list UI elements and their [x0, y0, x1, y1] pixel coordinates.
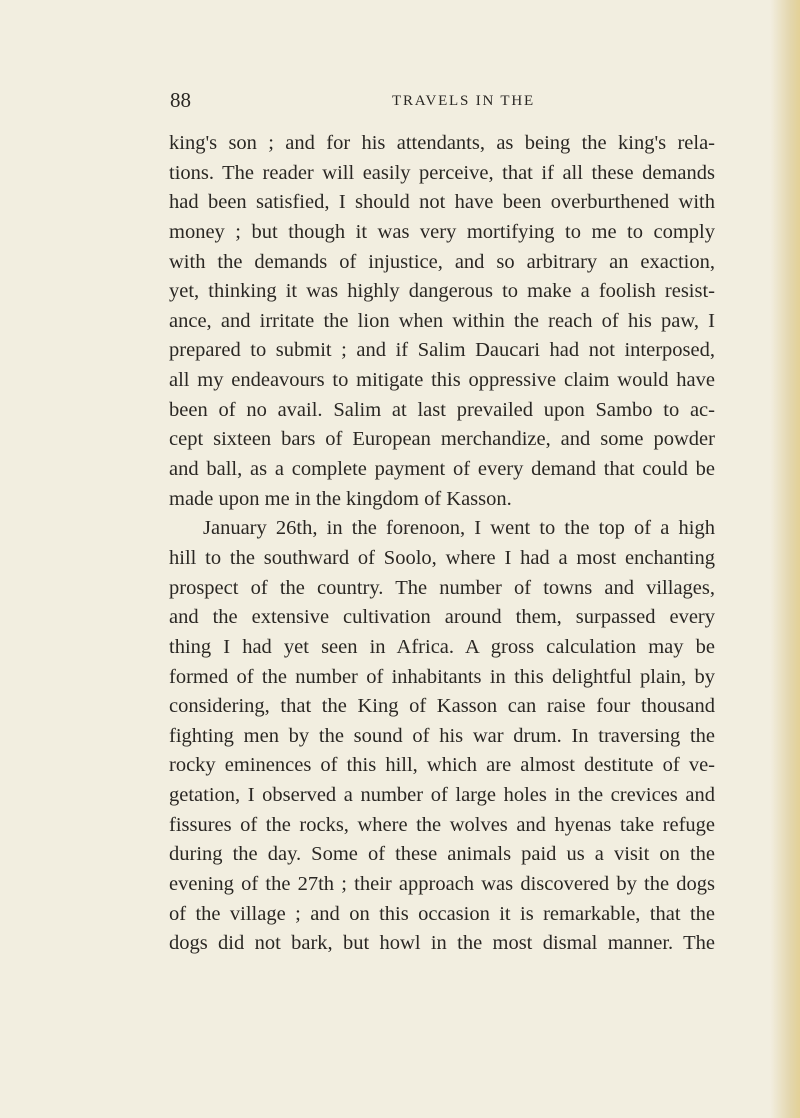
- text-line: been of no avail. Salim at last prevailed upon Sambo to ac-: [169, 398, 715, 421]
- text-line: evening of the 27th ; their approach was discovered by the dogs: [169, 873, 715, 896]
- text-line: prepared to submit ; and if Salim Daucari had not interposed,: [169, 339, 715, 362]
- text-line: getation, I observed a number of large holes in the crevices and: [169, 784, 715, 807]
- text-line: fissures of the rocks, where the wolves and hyenas take refuge: [169, 813, 715, 836]
- text-line: rocky eminences of this hill, which are almost destitute of ve-: [169, 754, 715, 777]
- text-line: and ball, as a complete payment of every demand that could be: [169, 458, 715, 481]
- text-line: money ; but though it was very mortifying to me to comply: [169, 220, 715, 243]
- text-line: hill to the southward of Soolo, where I had a most enchanting: [169, 546, 715, 569]
- text-line: tions. The reader will easily perceive, that if all these demands: [169, 161, 715, 184]
- text-line: fighting men by the sound of his war drum. In traversing the: [169, 724, 715, 747]
- text-line: thing I had yet seen in Africa. A gross calculation may be: [169, 635, 715, 658]
- body-text: [169, 129, 715, 959]
- text-line: ance, and irritate the lion when within the reach of his paw, I: [169, 309, 715, 332]
- text-line: and the extensive cultivation around them, surpassed every: [169, 606, 715, 629]
- text-line: king's son ; and for his attendants, as being the king's rela-: [169, 132, 715, 154]
- paragraph-start-line: January 26th, in the forenoon, I went to the top of a high: [203, 517, 715, 540]
- paragraph-end-line: made upon me in the kingdom of Kasson.: [169, 487, 512, 510]
- text-line: had been satisfied, I should not have been overburthened with: [169, 191, 715, 214]
- text-line: yet, thinking it was highly dangerous to make a foolish resist-: [169, 280, 715, 303]
- text-line: cept sixteen bars of European merchandize, and some powder: [169, 428, 715, 451]
- text-line: dogs did not bark, but howl in the most dismal manner. The: [169, 932, 715, 955]
- running-head: TRAVELS IN THE: [392, 93, 535, 109]
- text-line: with the demands of injustice, and so arbitrary an exaction,: [169, 250, 715, 273]
- text-line: during the day. Some of these animals paid us a visit on the: [169, 843, 715, 866]
- page-number: 88: [170, 88, 191, 112]
- text-line: of the village ; and on this occasion it is remarkable, that the: [169, 902, 715, 925]
- text-line: considering, that the King of Kasson can raise four thousand: [169, 695, 715, 718]
- text-line: formed of the number of inhabitants in this delightful plain, by: [169, 665, 715, 688]
- text-line: prospect of the country. The number of towns and villages,: [169, 576, 715, 599]
- text-line: all my endeavours to mitigate this oppressive claim would have: [169, 369, 715, 392]
